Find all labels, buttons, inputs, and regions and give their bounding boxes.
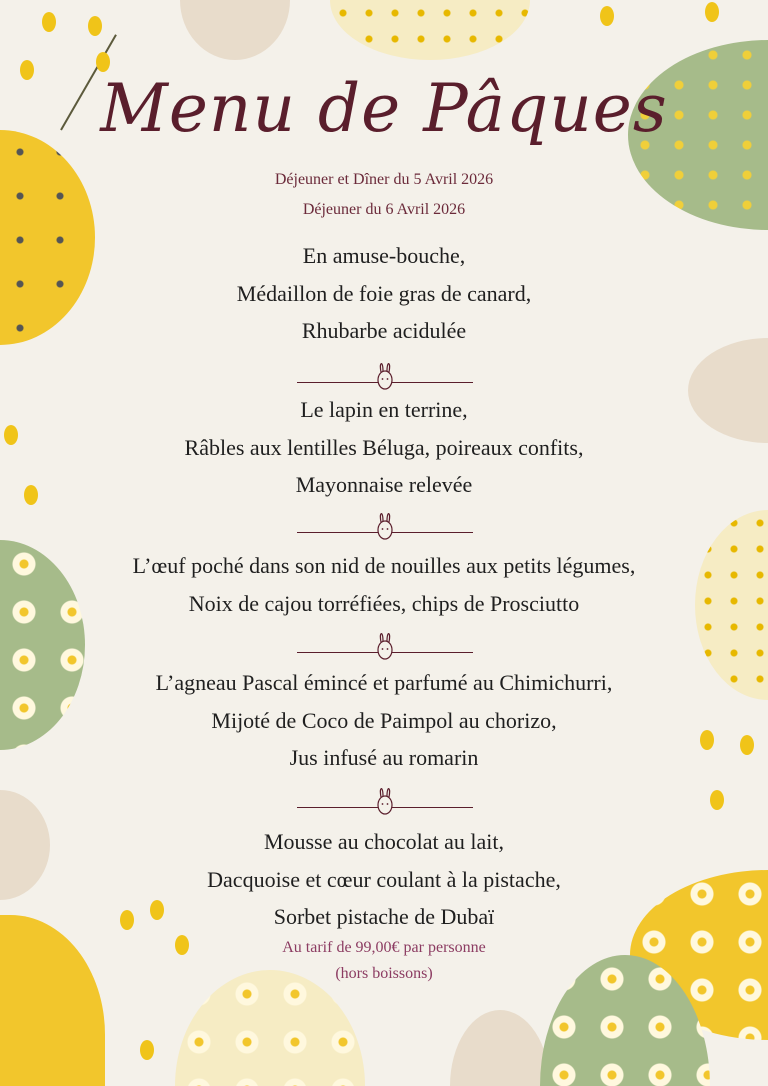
course-line: L’œuf poché dans son nid de nouilles aux petits légumes,	[132, 553, 636, 578]
service-dates-2: Déjeuner du 6 Avril 2026	[302, 201, 466, 218]
bunny-divider	[297, 638, 473, 658]
course-line: Râbles aux lentilles Béluga, poireaux confits,	[184, 434, 584, 460]
course-line: Mayonnaise relevée	[295, 472, 473, 497]
bud-decoration	[600, 6, 614, 26]
course-dessert	[0, 823, 768, 936]
bunny-divider	[297, 368, 473, 388]
bud-decoration	[705, 2, 719, 22]
course-line: Mijoté de Coco de Paimpol au chorizo,	[211, 707, 557, 733]
service-dates-1: Déjeuner et Dîner du 5 Avril 2026	[274, 171, 494, 188]
course-terrine	[0, 391, 768, 504]
course-agneau	[0, 664, 768, 777]
course-amuse-bouche	[0, 237, 768, 350]
cream-egg-decoration	[330, 0, 530, 60]
course-line: En amuse-bouche,	[302, 243, 466, 268]
course-line: Mousse au chocolat au lait,	[263, 829, 505, 854]
bud-decoration	[42, 12, 56, 32]
course-line: Jus infusé au romarin	[289, 745, 479, 770]
course-line: Dacquoise et cœur coulant à la pistache,	[207, 866, 561, 892]
bunny-egg-icon	[375, 510, 395, 540]
bunny-egg-icon	[375, 360, 395, 390]
bunny-divider	[297, 518, 473, 538]
bunny-divider	[297, 793, 473, 813]
bunny-egg-icon	[375, 630, 395, 660]
course-line: Médaillon de foie gras de canard,	[236, 280, 532, 306]
menu-title: Menu de Pâques	[100, 70, 668, 147]
price-note: (hors boissons)	[335, 965, 433, 982]
bud-decoration	[140, 1040, 154, 1060]
course-line: L’agneau Pascal émincé et parfumé au Chimichurri,	[155, 670, 613, 695]
bud-decoration	[88, 16, 102, 36]
beige-egg-decoration	[180, 0, 290, 60]
cream-egg-decoration	[175, 970, 365, 1086]
course-line: Sorbet pistache de Dubaï	[273, 904, 495, 929]
price-text: Au tarif de 99,00€ par personne	[282, 939, 486, 956]
course-line: Le lapin en terrine,	[300, 397, 468, 422]
beige-egg-decoration	[450, 1010, 550, 1086]
course-line: Rhubarbe acidulée	[301, 318, 467, 343]
bud-decoration	[96, 52, 110, 72]
course-oeuf	[0, 547, 768, 622]
bud-decoration	[710, 790, 724, 810]
bunny-egg-icon	[375, 785, 395, 815]
course-line: Noix de cajou torréfiées, chips de Prosciutto	[188, 590, 580, 616]
